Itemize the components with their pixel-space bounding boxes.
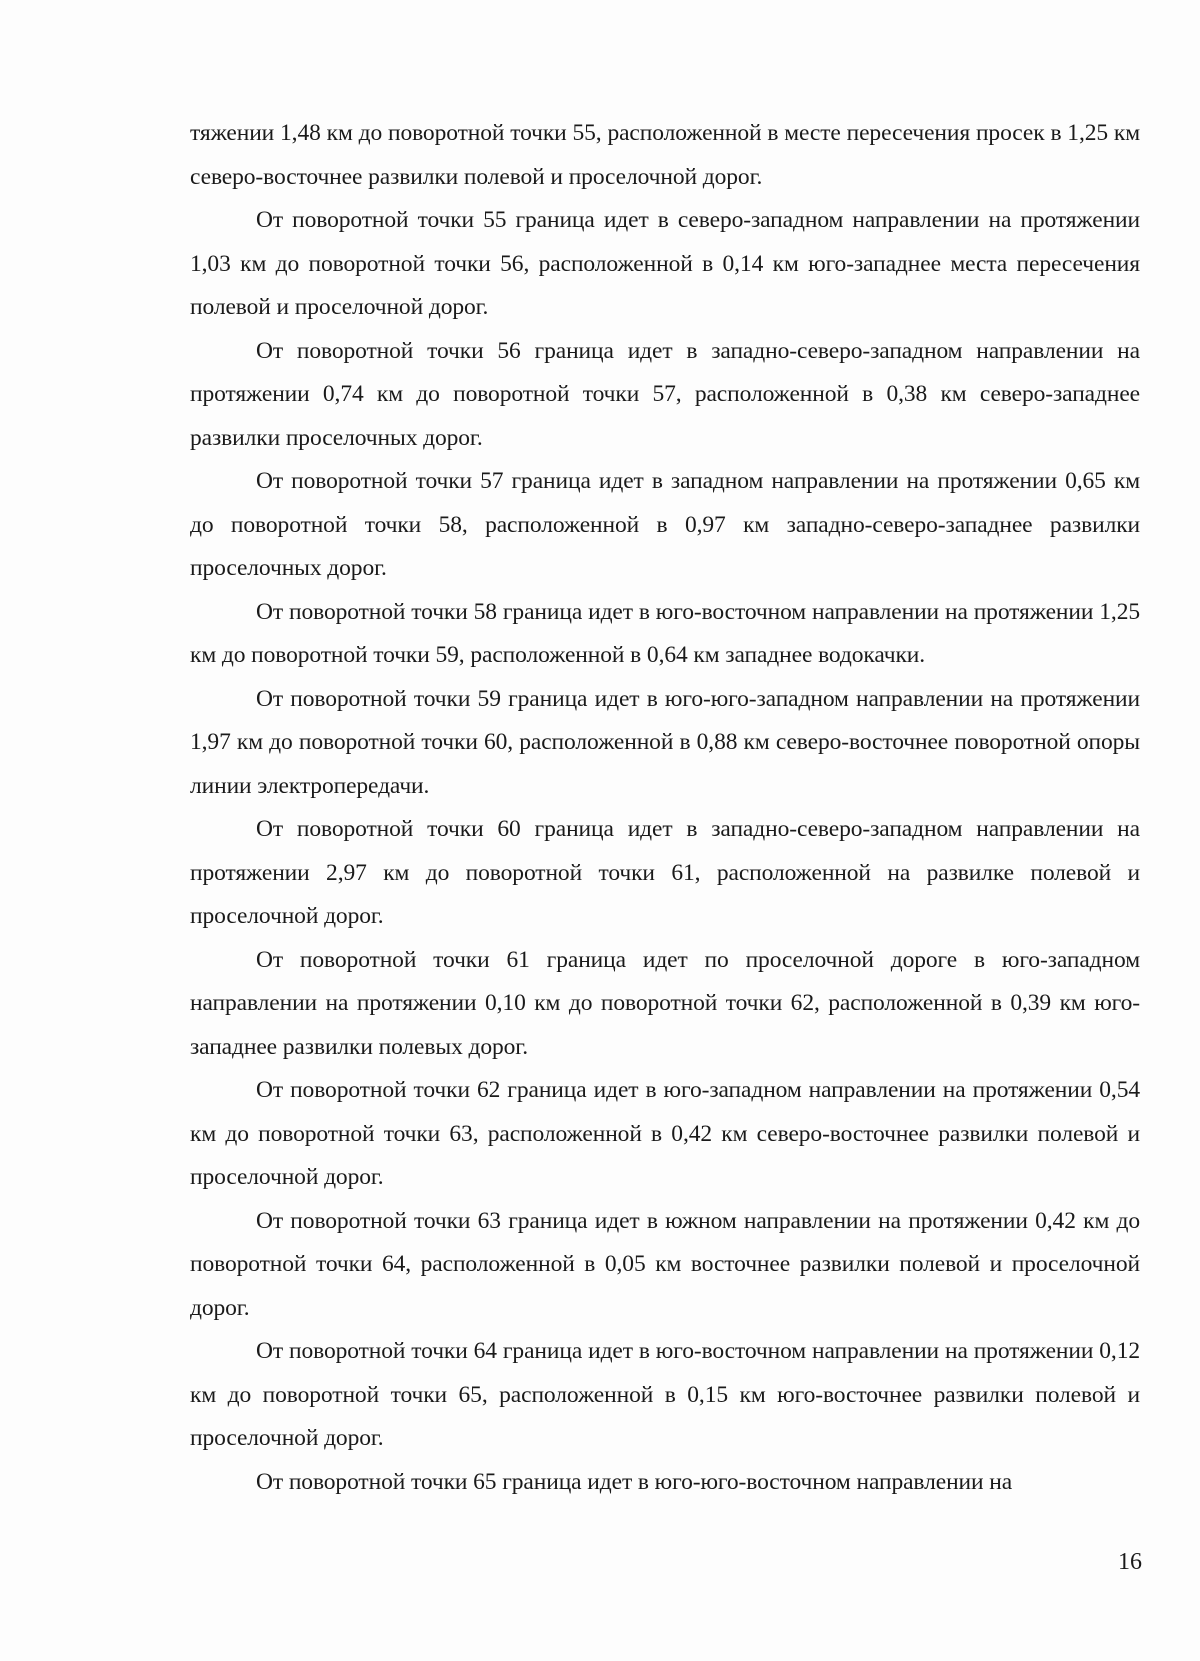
- paragraph-6: От поворотной точки 59 граница идет в юго-юго-западном направлении на протяжении 1,97 км до поворотной точки 60, расположенной в 0,88 км северо-восточнее поворотной опоры линии электропередачи.: [190, 685, 1140, 799]
- page-number: 16: [1118, 1549, 1142, 1575]
- paragraph-9: От поворотной точки 62 граница идет в юго-западном направлении на протяжении 0,54 км до поворотной точки 63, расположенной в 0,42 км северо-восточнее развилки полевой и проселочной дорог.: [190, 1077, 1140, 1190]
- paragraph-5: От поворотной точки 58 граница идет в юго-восточном направлении на протяжении 1,25 км до поворотной точки 59, расположенной в 0,64 км западнее водокачки.: [190, 598, 1140, 668]
- paragraph-1: тяжении 1,48 км до поворотной точки 55, расположенной в месте пересечения просек в 1,25 км северо-восточнее развилки полевой и проселочной дорог.: [190, 120, 1140, 190]
- paragraph-7: От поворотной точки 60 граница идет в западно-северо-западном направлении на протяжении 2,97 км до поворотной точки 61, расположенной на развилке полевой и проселочной дорог.: [190, 816, 1140, 929]
- paragraph-8: От поворотной точки 61 граница идет по проселочной дороге в юго-западном направлении на протяжении 0,10 км до поворотной точки 62, расположенной в 0,39 км юго-западнее развилки полевых дорог.: [190, 946, 1140, 1060]
- paragraph-2: От поворотной точки 55 граница идет в северо-западном направлении на протяжении 1,03 км до поворотной точки 56, расположенной в 0,14 км юго-западнее места пересечения полевой и проселочной дорог.: [190, 207, 1140, 320]
- paragraph-12: От поворотной точки 65 граница идет в юго-юго-восточном направлении на: [256, 1468, 1013, 1495]
- paragraph-3: От поворотной точки 56 граница идет в западно-северо-западном направлении на протяжении 0,74 км до поворотной точки 57, расположенной в 0,38 км северо-западнее развилки проселочных дорог.: [190, 337, 1140, 451]
- paragraph-4: От поворотной точки 57 граница идет в западном направлении на протяжении 0,65 км до поворотной точки 58, расположенной в 0,97 км западно-северо-западнее развилки проселочных дорог.: [190, 468, 1140, 581]
- body-text: [190, 112, 1140, 1504]
- paragraph-11: От поворотной точки 64 граница идет в юго-восточном направлении на протяжении 0,12 км до поворотной точки 65, расположенной в 0,15 км юго-восточнее развилки полевой и проселочной дорог.: [190, 1338, 1140, 1451]
- paragraph-10: От поворотной точки 63 граница идет в южном направлении на протяжении 0,42 км до поворотной точки 64, расположенной в 0,05 км восточнее развилки полевой и проселочной дорог.: [190, 1207, 1140, 1321]
